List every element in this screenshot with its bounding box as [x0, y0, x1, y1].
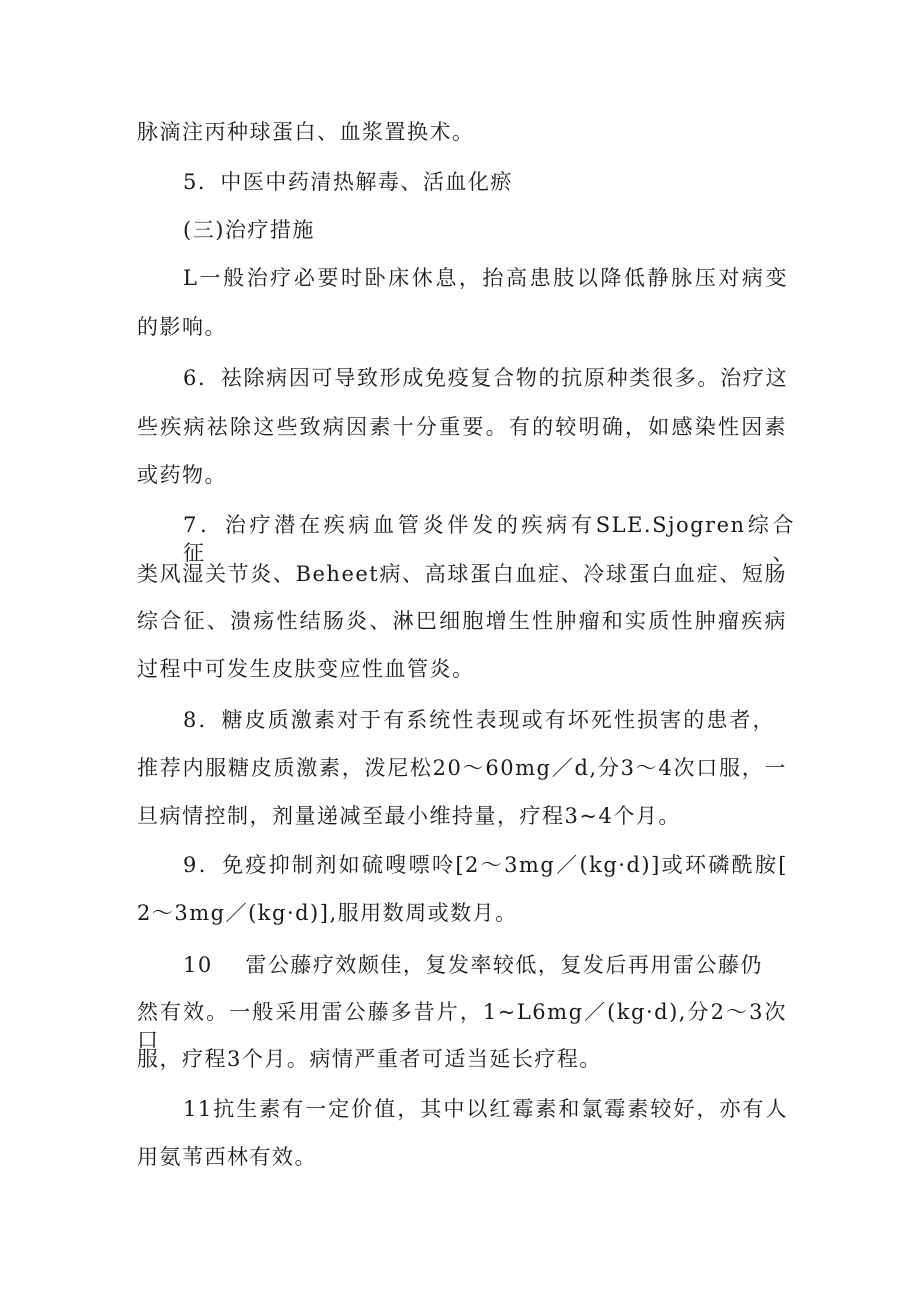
paragraph-line: 用氨苇西林有效。	[137, 1145, 317, 1169]
paragraph-line: 综合征、溃疡性结肠炎、淋巴细胞增生性肿瘤和实质性肿瘤疾病	[137, 609, 787, 633]
paragraph-line: 然有效。一般采用雷公藤多昔片，1~L6mg／(kg·d),分2～3次口	[137, 1000, 787, 1052]
paragraph-line: 的影响。	[137, 315, 227, 339]
subsection-heading: (三)治疗措施	[183, 218, 315, 242]
paragraph-line: 旦病情控制，剂量递减至最小维持量，疗程3~4个月。	[137, 804, 681, 828]
paragraph-line: 些疾病祛除这些致病因素十分重要。有的较明确，如感染性因素	[137, 415, 787, 439]
paragraph-line: 2～3mg／(kg·d)],服用数周或数月。	[137, 901, 518, 925]
paragraph-line: 类风湿关节炎、Beheet病、高球蛋白血症、冷球蛋白血症、短肠	[137, 562, 787, 586]
paragraph-line: 服，疗程3个月。病情严重者可适当延长疗程。	[137, 1047, 602, 1071]
paragraph-line: 脉滴注丙种球蛋白、血浆置换术。	[137, 120, 475, 144]
paragraph-line: 11抗生素有一定价值，其中以红霉素和氯霉素较好，亦有人	[183, 1097, 788, 1121]
paragraph-line: 推荐内服糖皮质激素，泼尼松20～60mg／d,分3～4次口服，一	[137, 756, 787, 780]
paragraph-line: 8．糖皮质激素对于有系统性表现或有坏死性损害的患者，	[183, 708, 775, 732]
paragraph-line: L一般治疗必要时卧床休息，抬高患肢以降低静脉压对病变	[183, 266, 788, 290]
paragraph-line: 过程中可发生皮肤变应性血管炎。	[137, 657, 475, 681]
paragraph-line: 7．治疗潜在疾病血管炎伴发的疾病有SLE.Sjogren综合征、	[183, 513, 795, 565]
paragraph-line: 6．祛除病因可导致形成免疫复合物的抗原种类很多。治疗这	[183, 366, 788, 390]
paragraph-line: 或药物。	[137, 463, 227, 487]
paragraph-line: 10 雷公藤疗效颇佳，复发率较低，复发后再用雷公藤仍	[183, 953, 763, 977]
section-heading-5: 5．中医中药清热解毒、活血化瘀	[183, 170, 513, 194]
paragraph-line: 9．免疫抑制剂如硫嗖嘌呤[2～3mg／(kg·d)]或环磷酰胺[	[183, 853, 788, 877]
